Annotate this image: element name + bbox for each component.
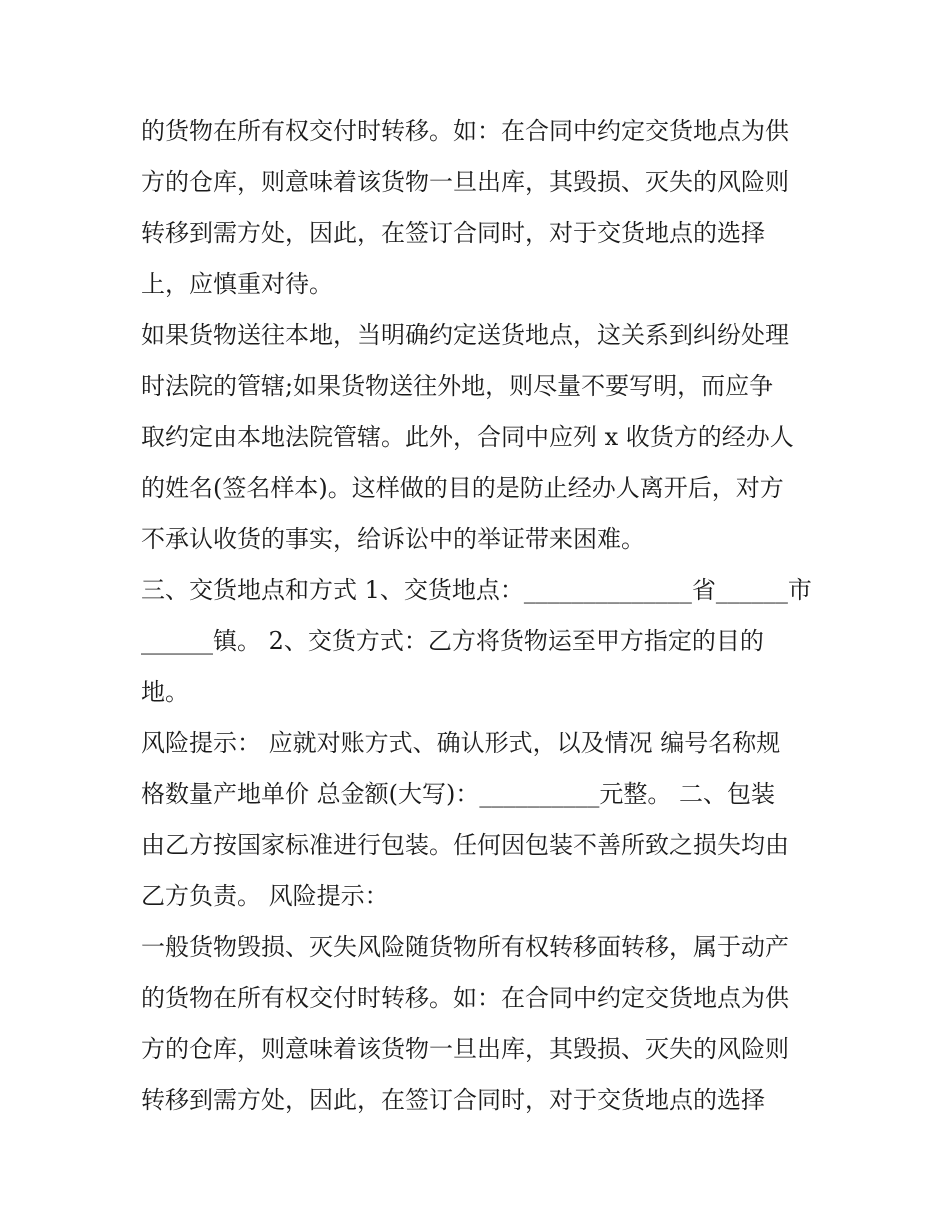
text-line: 格数量产地单价 总金额(大写)：__________元整。 二、包装 bbox=[141, 780, 775, 808]
text-line: 转移到需方处，因此，在签订合同时，对于交货地点的选择 bbox=[141, 219, 765, 247]
text-line: 一般货物毁损、灭失风险随货物所有权转移面转移，属于动产 bbox=[141, 933, 789, 961]
text-line: ______镇。 2、交货方式：乙方将货物运至甲方指定的目的 bbox=[141, 627, 764, 655]
text-line: 乙方负责。 风险提示： bbox=[141, 882, 389, 910]
text-line: 的姓名(签名样本)。这样做的目的是防止经办人离开后，对方 bbox=[141, 474, 784, 502]
text-line: 转移到需方处，因此，在签订合同时，对于交货地点的选择 bbox=[141, 1086, 765, 1114]
text-line: 的货物在所有权交付时转移。如：在合同中约定交货地点为供 bbox=[141, 984, 789, 1012]
text-line: 取约定由本地法院管辖。此外，合同中应列 x 收货方的经办人 bbox=[141, 423, 794, 451]
text-line: 的货物在所有权交付时转移。如：在合同中约定交货地点为供 bbox=[141, 117, 789, 145]
document-body bbox=[141, 106, 821, 1126]
text-line: 由乙方按国家标准进行包装。任何因包装不善所致之损失均由 bbox=[141, 831, 789, 859]
text-line: 时法院的管辖;如果货物送往外地，则尽量不要写明，而应争 bbox=[141, 372, 774, 400]
text-line: 方的仓库，则意味着该货物一旦出库，其毁损、灭失的风险则 bbox=[141, 1035, 789, 1063]
text-line: 方的仓库，则意味着该货物一旦出库，其毁损、灭失的风险则 bbox=[141, 168, 789, 196]
text-line: 地。 bbox=[141, 678, 189, 706]
text-line: 风险提示： 应就对账方式、确认形式，以及情况 编号名称规 bbox=[141, 729, 781, 757]
text-line: 上，应慎重对待。 bbox=[141, 270, 333, 298]
text-line: 如果货物送往本地，当明确约定送货地点，这关系到纠纷处理 bbox=[141, 321, 789, 349]
text-line: 不承认收货的事实，给诉讼中的举证带来困难。 bbox=[141, 525, 645, 553]
section-heading-delivery: 三、交货地点和方式 1、交货地点：______________省______市 bbox=[141, 576, 812, 604]
